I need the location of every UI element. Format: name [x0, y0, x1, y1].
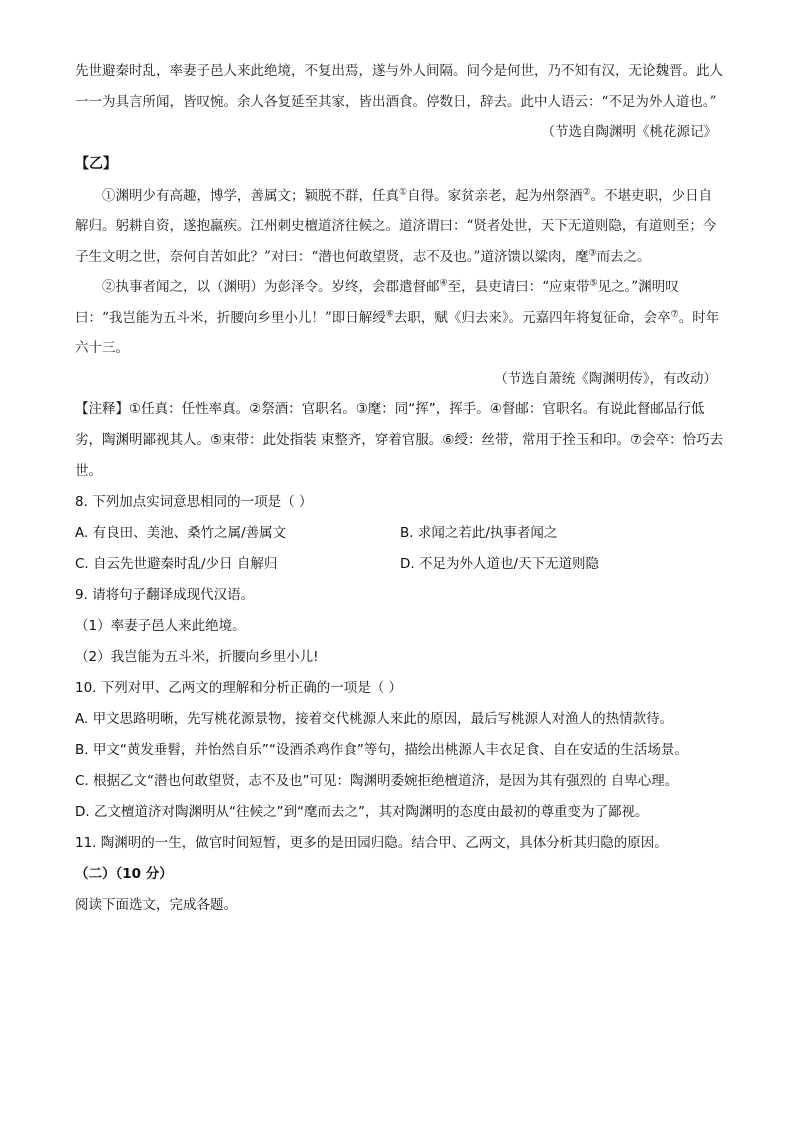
question-8-option-b: B. 求闻之若此/执事者闻之 [400, 525, 558, 541]
note-mark-7: ⑦ [670, 309, 679, 319]
question-8-options-row-1 [75, 518, 725, 549]
question-8-options-row-2 [75, 549, 725, 580]
note-mark-1: ① [399, 187, 408, 197]
passage-yi-source: （节选自萧统《陶渊明传》，有改动） [494, 370, 717, 387]
section-2-instruction: 阅读下面选文，完成各题。 [75, 897, 237, 913]
passage-yi-paragraph-2: ②执事者闻之，以（渊明）为彭泽令。岁终，会郡遣督邮④至，县吏请曰：“应束带⑤见之。”渊明叹曰：“我岂能为五斗米，折腰向乡里小儿！”即日解绶⑥去职，赋《归去来》。元嘉四年将复征命，会卒⑦。时年六十三。 [75, 278, 720, 356]
note-mark-4: ④ [439, 278, 448, 289]
question-9-sentence-2: （2）我岂能为五斗米，折腰向乡里小儿! [75, 649, 319, 665]
question-10-option-c: C. 根据乙文“潜也何敢望贤，志不及也”可见：陶渊明委婉拒绝檀道济，是因为其有强烈的 自卑心理。 [75, 773, 679, 789]
passage-jia-source: （节选自陶渊明《桃花源记》 [541, 124, 717, 140]
annotation-notes: 【注释】①任真：任性率真。②祭酒：官职名。③麾：同“挥”，挥手。④督邮：官职名。有说此督邮品行低劣，陶渊明鄙视其人。⑤束带：此处指装 束整齐，穿着官服。⑥绶：丝带，常用于拴玉和印。⑦会卒：恰巧去世。 [75, 401, 724, 479]
note-mark-3: ③ [588, 248, 597, 258]
passage-yi-paragraph-1: ①渊明少有高趣，博学，善属文；颖脱不群，任真①自得。家贫亲老，起为州祭酒②。不堪吏职，少日自解归。躬耕自资，遂抱羸疾。江州刺史檀道济往候之。道济谓曰：“贤者处世，天下无道则隐，有道则至；今子生文明之世，奈何自苦如此？”对曰：“潜也何敢望贤，志不及也。”道济馈以粱肉，麾③而去之。 [75, 187, 717, 265]
question-10-option-b: B. 甲文“黄发垂髫，并怡然自乐”“设酒杀鸡作食”等句，描绘出桃源人丰衣足食、自在安适的生活场景。 [75, 742, 688, 758]
question-8-option-d: D. 不足为外人道也/天下无道则隐 [400, 556, 600, 572]
question-11-stem: 11. 陶渊明的一生，做官时间短暂，更多的是田园归隐。结合甲、乙两文，具体分析其归隐的原因。 [75, 835, 668, 851]
question-8-option-c: C. 自云先世避秦时乱/少日 自解归 [75, 556, 278, 572]
note-mark-5: ⑤ [589, 278, 598, 289]
question-10-option-d: D. 乙文檀道济对陶渊明从“往候之”到“麾而去之”，其对陶渊明的态度由最初的尊重变为了鄙视。 [75, 804, 649, 820]
question-9-sentence-1: （1）率妻子邑人来此绝境。 [75, 618, 246, 634]
question-8-option-a: A. 有良田、美池、桑竹之属/善属文 [75, 525, 287, 541]
question-8-stem: 8. 下列加点实词意思相同的一项是（ ） [75, 494, 313, 510]
passage-yi-heading: 【乙】 [75, 155, 117, 172]
note-mark-2: ② [582, 187, 591, 197]
question-9-stem: 9. 请将句子翻译成现代汉语。 [75, 587, 255, 603]
note-mark-6: ⑥ [385, 309, 394, 319]
exam-page [75, 56, 725, 921]
question-10-stem: 10. 下列对甲、乙两文的理解和分析正确的一项是（ ） [75, 680, 403, 696]
question-10-option-a: A. 甲文思路明晰，先写桃花源景物，接着交代桃源人来此的原因，最后写桃源人对渔人的热情款待。 [75, 711, 674, 727]
section-2-heading: （二）（10 分） [75, 866, 173, 882]
passage-jia-text: 先世避秦时乱，率妻子邑人来此绝境，不复出焉，遂与外人间隔。问今是何世，乃不知有汉，无论魏晋。此人一一为具言所闻，皆叹惋。余人各复延至其家，皆出酒食。停数日，辞去。此中人语云：“不足为外人道也。” [75, 63, 723, 110]
